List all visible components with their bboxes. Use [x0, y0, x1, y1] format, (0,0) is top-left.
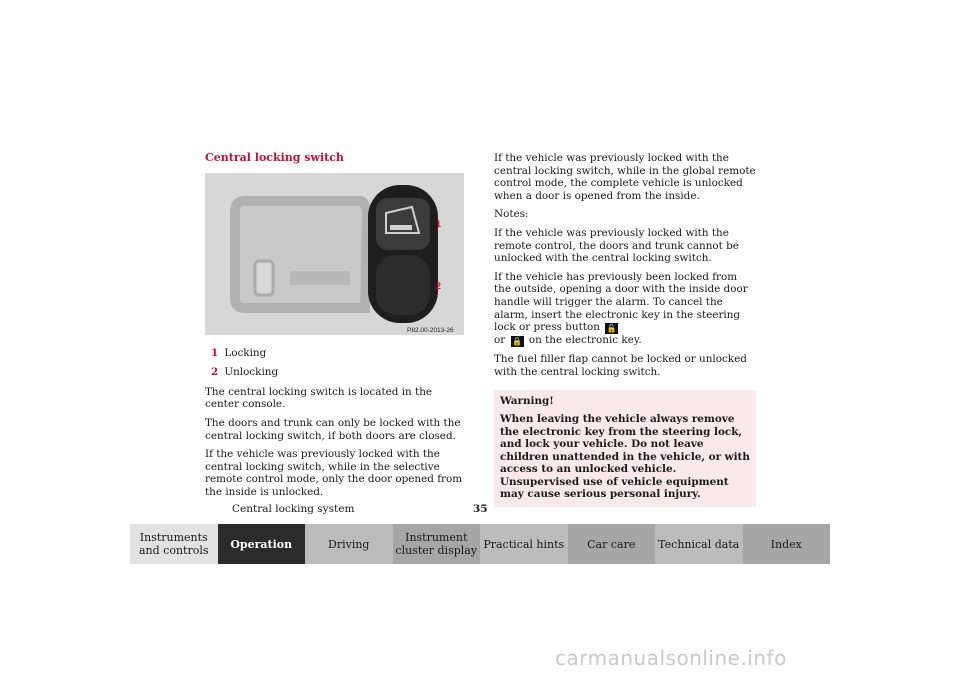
left-column	[205, 152, 467, 505]
warning-body: When leaving the vehicle always remove the electronic key from the steering lock, and lock your vehicle. Do not leave children unattended in the vehicle, or with access to an unlocked vehicle. Unsupervised use of vehicle equipment may cause serious personal injury.	[500, 412, 750, 501]
legend-item-unlocking: 2 Unlocking	[211, 366, 279, 379]
callout-1: 1	[436, 218, 442, 229]
footer-section-title: Central locking system	[232, 503, 355, 515]
figure-code: P82.00-2013-26	[407, 326, 454, 334]
switch-lower-button	[376, 255, 430, 315]
paragraph: If the vehicle was previously locked with the remote control, the doors and trunk cannot be unlocked with the central locking switch.	[494, 226, 739, 265]
warning-title: Warning!	[500, 395, 554, 408]
central-locking-switch-illustration	[205, 173, 464, 335]
alarm-paragraph: If the vehicle has previously been locked from the outside, opening a door with the inside door handle will trigger the alarm. To cancel the alarm, insert the electronic key in the steering lock or press button 🔓 or 🔒 on the electronic key.	[494, 270, 748, 347]
tab-operation[interactable]: Operation	[218, 524, 306, 564]
lock-button-icon: 🔒	[512, 337, 523, 347]
watermark: carmanualsonline.info	[555, 646, 787, 670]
paragraph: The central locking switch is located in the center console.	[205, 385, 433, 411]
paragraph: The fuel filler flap cannot be locked or unlocked with the central locking switch.	[494, 353, 747, 378]
unlock-button-icon: 🔓	[606, 324, 617, 334]
tab-car-care[interactable]: Car care	[568, 524, 656, 564]
page-number: 35	[473, 503, 488, 515]
tab-instrument-cluster-display[interactable]: Instrument cluster display	[393, 524, 481, 564]
switch-figure	[205, 173, 464, 335]
notes-label: Notes:	[494, 208, 529, 221]
tab-index[interactable]: Index	[743, 524, 831, 564]
tab-driving[interactable]: Driving	[305, 524, 393, 564]
lock-bar-shape	[290, 271, 350, 285]
tab-technical-data[interactable]: Technical data	[655, 524, 743, 564]
warning-box	[494, 390, 756, 507]
right-column	[494, 152, 756, 507]
section-heading: Central locking switch	[205, 151, 344, 164]
tab-practical-hints[interactable]: Practical hints	[480, 524, 568, 564]
paragraph: If the vehicle was previously locked with the central locking switch, while in the global remote control mode, the complete vehicle is unlocked when a door is opened from the inside.	[494, 152, 756, 202]
chapter-nav	[130, 524, 830, 564]
paragraph: The doors and trunk can only be locked with the central locking switch, if both doors are closed.	[205, 416, 461, 442]
tab-instruments-and-controls[interactable]: Instruments and controls	[130, 524, 218, 564]
door-handle-shape	[255, 261, 273, 295]
switch-upper-button	[376, 198, 430, 250]
legend-item-locking: 1 Locking	[211, 346, 267, 359]
paragraph: If the vehicle was previously locked with the central locking switch, while in the selective remote control mode, only the door opened from the inside is unlocked.	[205, 448, 463, 498]
callout-2: 2	[436, 280, 442, 291]
lock-symbol-icon	[390, 225, 412, 230]
